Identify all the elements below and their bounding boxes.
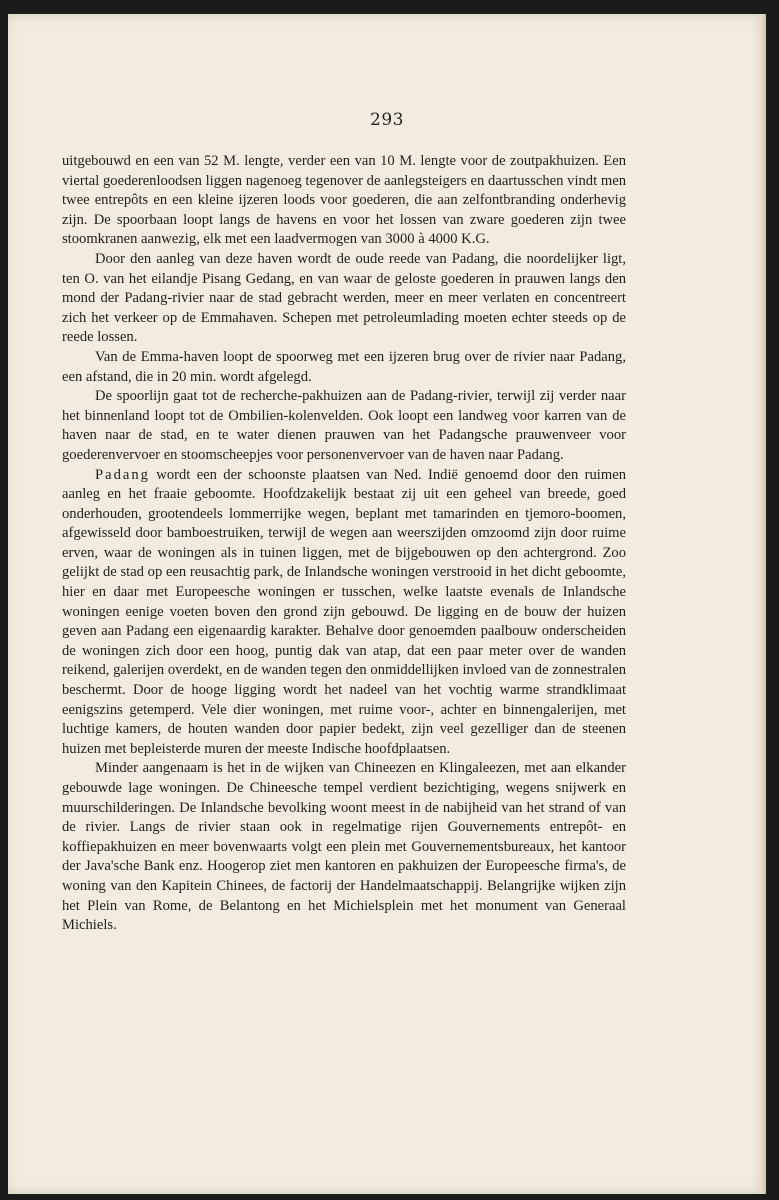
paragraph-3: Van de Emma-haven loopt de spoorweg met een ijzeren brug over de rivier naar Padang, een afstand, die in 20 min. wordt afgelegd. [62,348,626,385]
paragraph-2: Door den aanleg van deze haven wordt de oude reede van Padang, die noordelijker ligt, ten O. van het eilandje Pisang Gedang, en van waar de geloste goederen in prauwen langs den mond der Padang-rivier naar de stad gebracht werden, meer en meer verlaten en concentreert zich het verkeer op de Emmahaven. Schepen met petroleumlading moeten echter steeds op de reede lossen. [62,250,626,346]
paragraph-5 [62,466,626,760]
paragraph-4: De spoorlijn gaat tot de recherche-pakhuizen aan de Padang-rivier, terwijl zij verder naar het binnenland loopt tot de Ombilien-kolenvelden. Ook loopt een landweg voor karren van de haven naar de stad, en te water dienen prauwen van het Padangsche prauwenveer voor goederenvervoer en stoomscheepjes voor personenvervoer van de haven naar Padang. [62,388,626,463]
page-number: 293 [370,110,404,130]
paragraph-5-lead-word: Padang [95,466,150,483]
paragraph-5-body: wordt een der schoonste plaatsen van Ned. Indië genoemd door den ruimen aanleg en het fraaie geboomte. Hoofdzakelijk bestaat zij uit een geheel van breede, goed onderhouden, grootendeels lommerrijke wegen, beplant met tamarinden en tjemoro-boomen, afgewisseld door bamboestruiken, terwijl de wegen aan weerszijden omzoomd zijn door ruime erven, waar de woningen als in tuinen liggen, met de bijgebouwen op den achtergrond. Zoo gelijkt de stad op een reusachtig park, de Inlandsche woningen verstrooid in het dicht geboomte, hier en daar met Europeesche woningen er tusschen, welke laatste evenals de Inlandsche woningen eenige voeten boven den grond zijn gebouwd. De ligging en de bouw der huizen geven aan Padang een eigenaardig karakter. Behalve door genoemden paalbouw onderscheiden de woningen zich door een hoog, puntig dak van atap, dat een paar meter over de wanden reikend, galerijen overdekt, en de wanden tegen den onmiddellijken invloed van de zonnestralen beschermt. Door de hooge ligging wordt het nadeel van het vochtig warme strandklimaat eenigszins getemperd. Vele dier woningen, met ruime voor-, achter en binnengalerijen, met luchtige kamers, de houten wanden door papier bedekt, zijn veel gezelliger dan de steenen huizen met bepleisterde muren der meeste Indische hoofdplaatsen. [62,466,626,757]
page-edge-shadow [760,14,766,1194]
paragraph-1: uitgebouwd en een van 52 M. lengte, verder een van 10 M. lengte voor de zoutpakhuizen. Een viertal goederenloodsen liggen nagenoeg tegenover de aanlegsteigers en daartusschen vindt men twee entrepôts en een kleine ijzeren loods voor goederen, die aan zelfontbranding onderhevig zijn. De spoorbaan loopt langs de havens en voor het lossen van zware goederen zijn twee stoomkranen aanwezig, elk met een laadvermogen van 3000 à 4000 K.G. [62,153,626,248]
paragraph-6: Minder aangenaam is het in de wijken van Chineezen en Klingaleezen, met aan elkander gebouwde lage woningen. De Chineesche tempel verdient bezichtiging, wegens snijwerk en muurschilderingen. De Inlandsche bevolking woont meest in de nabijheid van het strand of van de rivier. Langs de rivier staan ook in regelmatige rijen Gouvernements entrepôt- en koffiepakhuizen en meer bovenwaarts volgt een plein met Gouvernementsbureaux, het kantoor der Java'sche Bank enz. Hoogerop ziet men kantoren en pakhuizen der Europeesche firma's, de woning van den Kapitein Chinees, de factorij der Handelmaatschappij. Belangrijke wijken zijn het Plein van Rome, de Belantong en het Michielsplein met het monument van Generaal Michiels. [62,760,626,934]
body-text [62,152,626,936]
book-page [8,14,766,1194]
